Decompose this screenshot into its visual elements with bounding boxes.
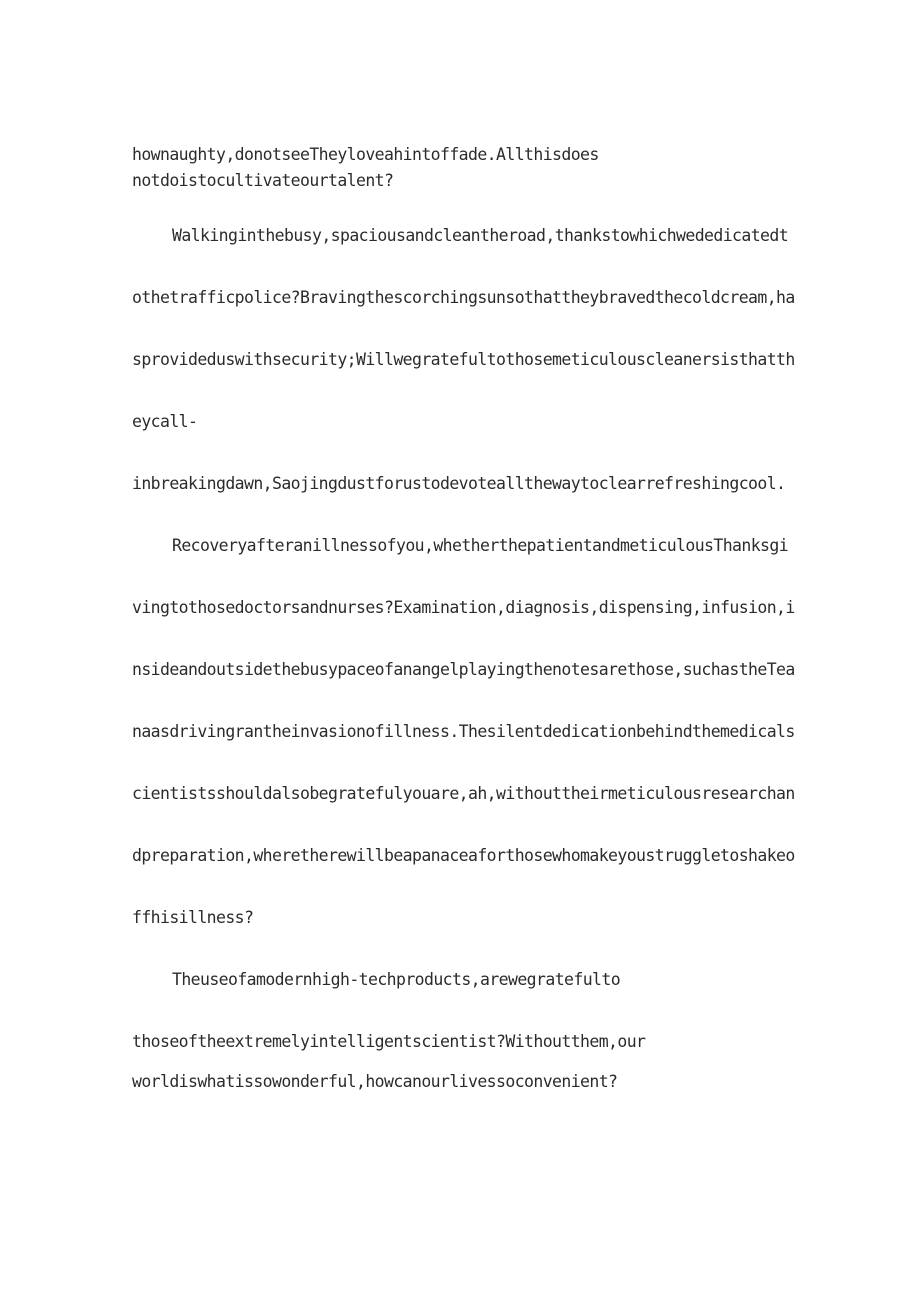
text-line: othetrafficpolice?Bravingthescorchingsunsothattheybravedthecoldcream,ha xyxy=(132,288,795,307)
text-line: hownaughty,donotseeTheyloveahintoffade.Allthisdoes xyxy=(132,145,599,164)
paragraph-first-line: Theuseofamodernhigh-techproducts,arewegratefulto xyxy=(172,970,621,989)
text-line: cientistsshouldalsobegratefulyouare,ah,withouttheirmeticulousresearchan xyxy=(132,784,795,803)
text-line: sprovideduswithsecurity;Willwegratefultothosemeticulouscleanersisthatth xyxy=(132,350,795,369)
text-line: inbreakingdawn,Saojingdustforustodevoteallthewaytoclearrefreshingcool. xyxy=(132,474,786,493)
text-line: eycall- xyxy=(132,412,198,431)
text-line: notdoistocultivateourtalent? xyxy=(132,171,394,190)
text-line: dpreparation,wheretherewillbeapanaceaforthosewhomakeyoustruggletoshakeo xyxy=(132,846,795,865)
text-line: thoseoftheextremelyintelligentscientist?Withoutthem,our xyxy=(132,1032,646,1051)
paragraph-first-line: Walkinginthebusy,spaciousandcleantheroad,thankstowhichwededicatedt xyxy=(172,226,789,245)
text-line: ffhisillness? xyxy=(132,908,254,927)
text-line: vingtothosedoctorsandnurses?Examination,diagnosis,dispensing,infusion,i xyxy=(132,598,795,617)
text-line: nsideandoutsidethebusypaceofanangelplayingthenotesarethose,suchastheTea xyxy=(132,660,795,679)
paragraph-first-line: Recoveryafteranillnessofyou,whetherthepatientandmeticulousThanksgi xyxy=(172,536,789,555)
text-line: naasdrivingrantheinvasionofillness.Thesilentdedicationbehindthemedicals xyxy=(132,722,795,741)
text-line: worldiswhatissowonderful,howcanourlivessoconvenient? xyxy=(132,1072,618,1091)
